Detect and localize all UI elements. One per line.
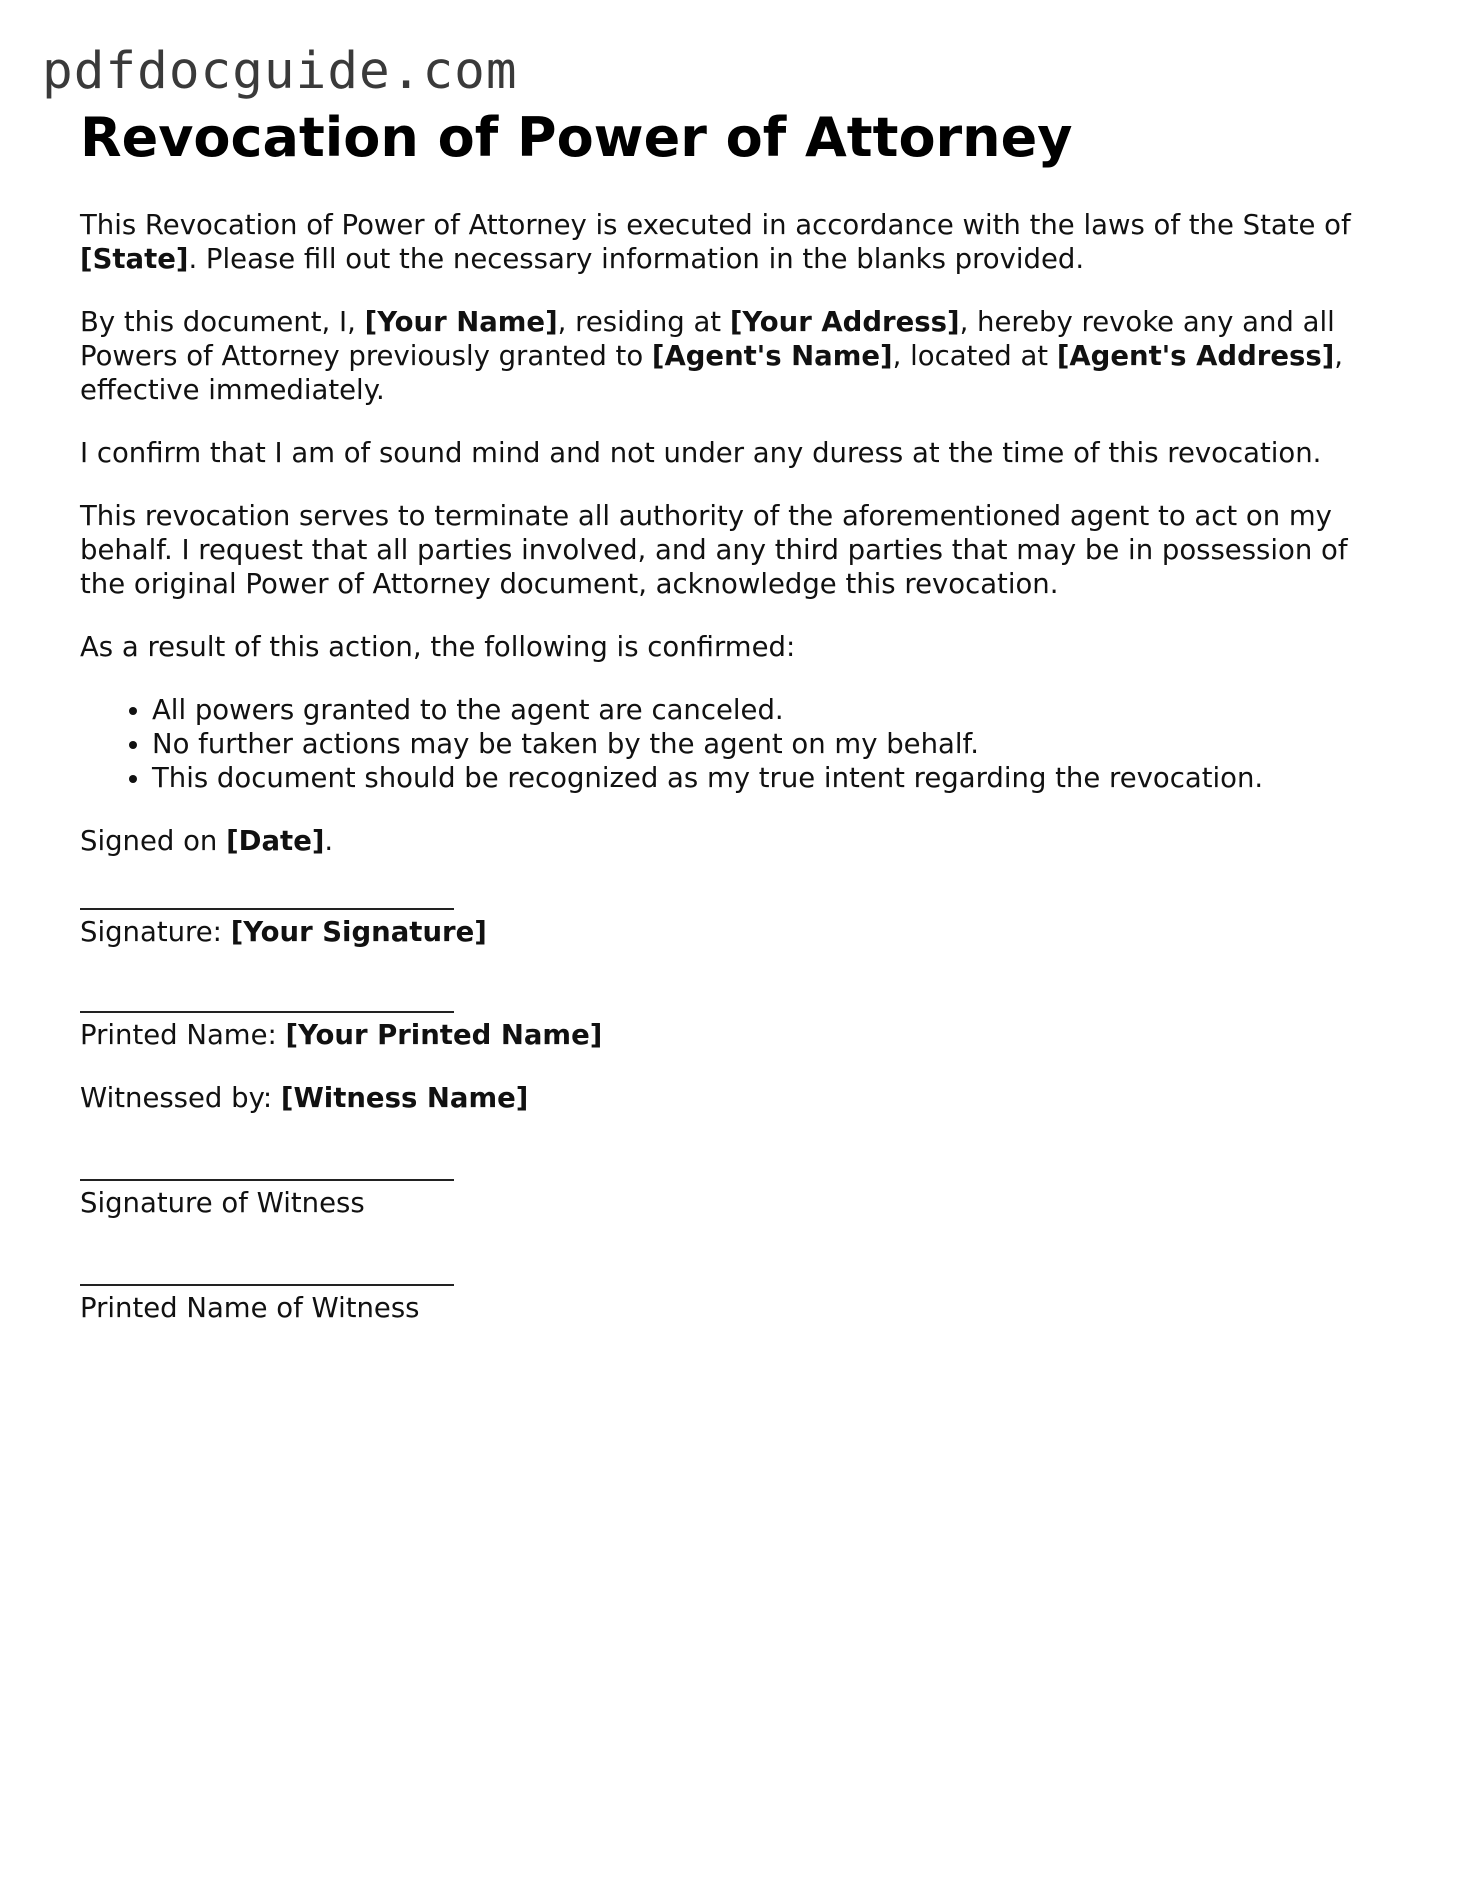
sound-mind-paragraph: I confirm that I am of sound mind and not under any duress at the time of this revocation. <box>80 437 1322 469</box>
revocation-text-5: , effective immediately. <box>80 340 1344 406</box>
signed-on-text: Signed on <box>80 825 227 857</box>
your-name-placeholder: [Your Name] <box>364 306 558 338</box>
revocation-text-2: , residing at <box>557 306 730 338</box>
agent-address-placeholder: [Agent's Address] <box>1056 340 1335 372</box>
witness-signature-line <box>80 1179 454 1181</box>
your-address-placeholder: [Your Address] <box>729 306 960 338</box>
list-item: • This document should be recognized as my true intent regarding the revocation. <box>152 761 1380 795</box>
intro-text-2: . Please fill out the necessary information in the blanks provided. <box>188 243 1085 275</box>
state-placeholder: [State] <box>80 243 189 275</box>
witnessed-by-text: Witnessed by: <box>80 1082 281 1114</box>
intro-text-1: This Revocation of Power of Attorney is executed in accordance with the laws of the State of <box>80 209 1351 241</box>
confirmation-list <box>80 693 1380 795</box>
agent-name-placeholder: [Agent's Name] <box>651 340 893 372</box>
signed-on-period: . <box>324 825 334 857</box>
witness-name-placeholder: [Witness Name] <box>280 1082 529 1114</box>
printed-name-label-text: Printed Name: <box>80 1019 286 1051</box>
signature-label <box>80 915 1380 949</box>
revocation-text-4: , located at <box>892 340 1057 372</box>
terminate-authority-paragraph: This revocation serves to terminate all authority of the aforementioned agent to act on my behalf. I request that all parties involved, and any third parties that may be in possession of the original Power of Attorney document, acknowledge this revocation. <box>80 500 1348 600</box>
printed-name-line <box>80 1011 454 1013</box>
intro-paragraph <box>80 208 1380 276</box>
watermark-text: pdfdocguide.com <box>42 42 518 101</box>
printed-name-label <box>80 1018 1380 1052</box>
witness-printed-name-line <box>80 1284 454 1286</box>
witnessed-by-line <box>80 1081 1380 1115</box>
signed-on-line <box>80 824 1380 858</box>
witness-signature-label: Signature of Witness <box>80 1187 365 1219</box>
printed-name-placeholder: [Your Printed Name] <box>285 1019 603 1051</box>
witness-printed-name-label: Printed Name of Witness <box>80 1292 420 1324</box>
revocation-text-1: By this document, I, <box>80 306 365 338</box>
signature-label-text: Signature: <box>80 916 231 948</box>
signature-line <box>80 908 454 910</box>
list-item: • All powers granted to the agent are canceled. <box>152 693 1380 727</box>
revocation-paragraph <box>80 305 1380 407</box>
document-title: Revocation of Power of Attorney <box>80 106 1073 169</box>
date-placeholder: [Date] <box>226 825 325 857</box>
revocation-text-3: , hereby revoke any and all Powers of Attorney previously granted to <box>80 306 1335 372</box>
list-item: • No further actions may be taken by the agent on my behalf. <box>152 727 1380 761</box>
document-body <box>80 100 1380 1325</box>
confirmation-intro-paragraph: As a result of this action, the following is confirmed: <box>80 631 796 663</box>
signature-placeholder: [Your Signature] <box>230 916 487 948</box>
